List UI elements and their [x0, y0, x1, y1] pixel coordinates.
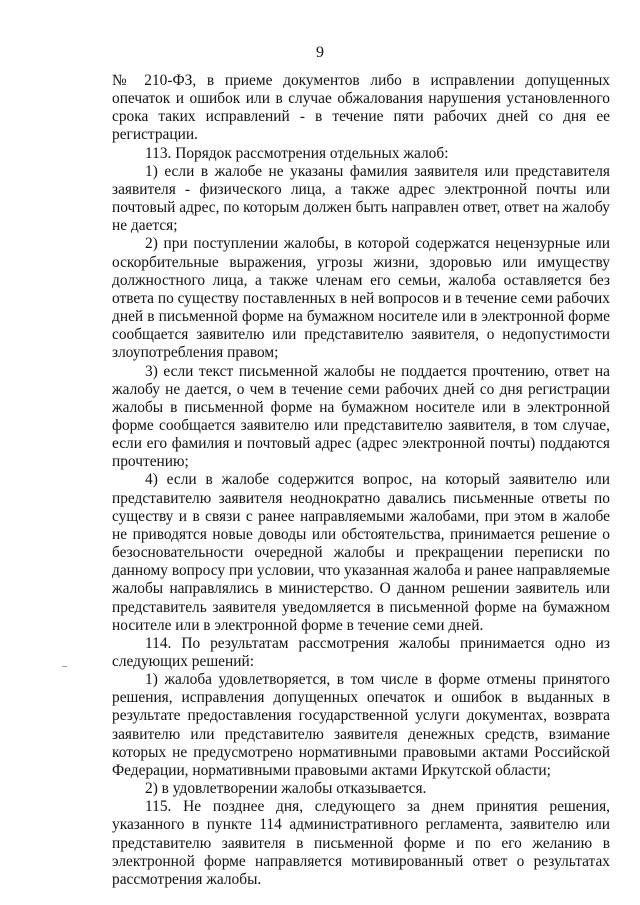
- paragraph-114-heading: 114. По результатам рассмотрения жалобы принимается одно из следующих решений:: [112, 634, 610, 670]
- paragraph-113-item-4: 4) если в жалобе содержится вопрос, на который заявителю или представителю заявителя неоднократно давались письменные ответы по существу и в связи с ранее направляемыми жалобами, при этом в жалобе не приводятся новые доводы или обстоятельства, принимается решение о безосновательности очередной жалобы и прекращении переписки по данному вопросу при условии, что указанная жалоба и ранее направляемые жалобы направлялись в министерство. О данном решении заявитель или представитель заявителя уведомляется в письменной форме на бумажном носителе или в электронной форме в течение семи дней.: [112, 471, 610, 634]
- page-number: 9: [316, 44, 324, 61]
- paragraph-115: 115. Не позднее дня, следующего за днем принятия решения, указанного в пункте 114 административного регламента, заявителю или представителю заявителя в письменной форме и по его желанию в электронной форме направляется мотивированный ответ о результатах рассмотрения жалобы.: [112, 798, 610, 888]
- paragraph-114-item-1: 1) жалоба удовлетворяется, в том числе в форме отмены принятого решения, исправления допущенных опечаток и ошибок в выданных в результате предоставления государственной услуги документах, возврата заявителю или представителю заявителя денежных средств, взимание которых не предусмотрено нормативными правовыми актами Российской Федерации, нормативными правовыми актами Иркутской области;: [112, 671, 610, 779]
- paragraph-113-item-2: 2) при поступлении жалобы, в которой содержатся нецензурные или оскорбительные выражения, угрозы жизни, здоровью или имуществу должностного лица, а также членам его семьи, жалоба оставляется без ответа по существу поставленных в ней вопросов и в течение семи рабочих дней в письменной форме на бумажном носителе или в электронной форме сообщается заявителю или представителю заявителя, о недопустимости злоупотребления правом;: [112, 235, 610, 362]
- document-body: [112, 72, 610, 889]
- margin-mark: [62, 666, 67, 667]
- paragraph-113-heading: 113. Порядок рассмотрения отдельных жалоб:: [145, 144, 449, 162]
- paragraph-113-item-1: 1) если в жалобе не указаны фамилия заявителя или представителя заявителя - физического лица, а также адрес электронной почты или почтовый адрес, по которым должен быть направлен ответ, ответ на жалобу не дается;: [112, 162, 610, 235]
- paragraph-114-item-2: 2) в удовлетворении жалобы отказывается.: [145, 780, 427, 798]
- paragraph-continuation: № 210-ФЗ, в приеме документов либо в исправлении допущенных опечаток и ошибок или в случае обжалования нарушения установленного срока таких исправлений - в течение пяти рабочих дней со дня ее регистрации.: [112, 72, 610, 144]
- paragraph-113-item-3: 3) если текст письменной жалобы не поддается прочтению, ответ на жалобу не дается, о чем в течение семи рабочих дней со дня регистрации жалобы в письменной форме на бумажном носителе или в электронной форме сообщается заявителю или представителю заявителя, в том случае, если его фамилия и почтовый адрес (адрес электронной почты) поддаются прочтению;: [112, 362, 610, 471]
